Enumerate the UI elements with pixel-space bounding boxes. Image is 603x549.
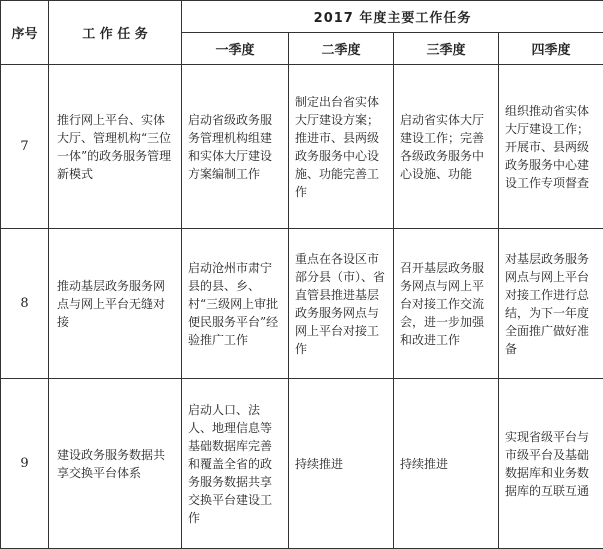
row-q4: 实现省级平台与市级平台及基础数据库和业务数据库的互联互通	[499, 379, 603, 549]
row-task: 建设政务服务数据共享交换平台体系	[49, 379, 182, 549]
row-seq: 8	[1, 229, 49, 379]
row-seq: 9	[1, 379, 49, 549]
row-q1: 启动人口、法人、地理信息等基础数据库完善和覆盖全省的政务服务数据共享交换平台建设工作	[182, 379, 289, 549]
header-q3: 三季度	[394, 33, 499, 65]
table-row	[1, 229, 603, 379]
row-q1: 启动省级政务服务管理机构组建和实体大厅建设方案编制工作	[182, 65, 289, 229]
header-row-1	[1, 1, 603, 33]
row-task: 推动基层政务服务网点与网上平台无缝对接	[49, 229, 182, 379]
row-q2: 重点在各设区市部分县（市）、省直管县推进基层政务服务网点与网上平台对接工作	[289, 229, 394, 379]
header-seq: 序号	[1, 1, 49, 65]
row-seq: 7	[1, 65, 49, 229]
row-q3: 召开基层政务服务网点与网上平台对接工作交流会，进一步加强和改进工作	[394, 229, 499, 379]
row-q3: 持续推进	[394, 379, 499, 549]
header-year-title: 2017 年度主要工作任务	[182, 1, 603, 33]
row-q2: 持续推进	[289, 379, 394, 549]
header-task: 工 作 任 务	[49, 1, 182, 65]
header-q4: 四季度	[499, 33, 603, 65]
header-q1: 一季度	[182, 33, 289, 65]
table-row	[1, 379, 603, 549]
table-row	[1, 65, 603, 229]
header-q2: 二季度	[289, 33, 394, 65]
row-q4: 对基层政务服务网点与网上平台对接工作进行总结，为下一年度全面推广做好准备	[499, 229, 603, 379]
row-task: 推行网上平台、实体大厅、管理机构“三位一体”的政务服务管理新模式	[49, 65, 182, 229]
row-q3: 启动省实体大厅建设工作；完善各级政务服务中心设施、功能	[394, 65, 499, 229]
row-q2: 制定出台省实体大厅建设方案；推进市、县两级政务服务中心设施、功能完善工作	[289, 65, 394, 229]
row-q4: 组织推动省实体大厅建设工作；开展市、县两级政务服务中心建设工作专项督查	[499, 65, 603, 229]
row-q1: 启动沧州市肃宁县的县、乡、村“三级网上审批便民服务平台”经验推广工作	[182, 229, 289, 379]
